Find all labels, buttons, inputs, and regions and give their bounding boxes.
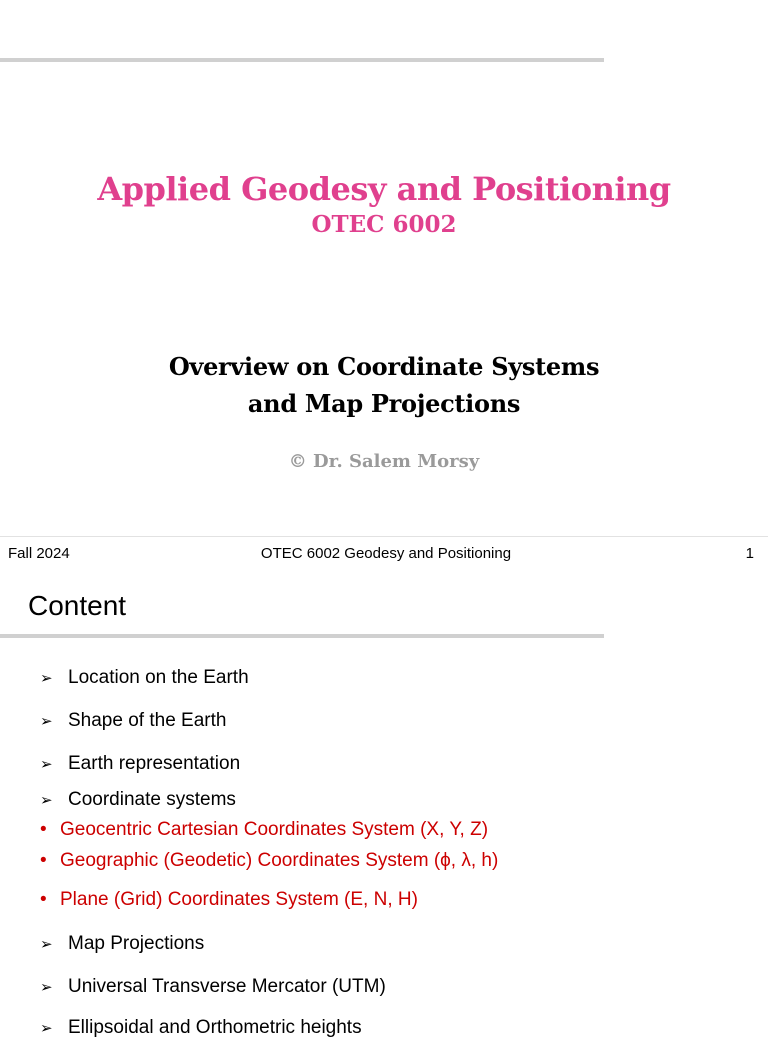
list-item xyxy=(40,666,249,691)
arrow-bullet-icon: ➢ xyxy=(40,1020,53,1037)
list-item-text: Map Projections xyxy=(68,933,205,954)
arrow-bullet-icon: ➢ xyxy=(40,756,53,773)
list-item xyxy=(40,788,236,813)
subtitle-line-2: and Map Projections xyxy=(247,389,521,418)
footer-course: OTEC 6002 Geodesy and Positioning xyxy=(260,545,512,562)
footer-page-number: 1 xyxy=(745,545,754,562)
arrow-bullet-icon: ➢ xyxy=(40,979,53,996)
slide-title: Applied Geodesy and Positioning xyxy=(97,170,671,208)
list-item-text: Shape of the Earth xyxy=(68,710,227,731)
list-sub-item xyxy=(40,818,488,842)
content-rule xyxy=(0,634,604,638)
top-rule xyxy=(0,58,604,62)
list-item xyxy=(40,752,240,777)
list-sub-item xyxy=(40,888,418,912)
list-item-text: Geographic (Geodetic) Coordinates System (ϕ, λ, h) xyxy=(60,850,499,871)
footer-term: Fall 2024 xyxy=(8,545,70,562)
bullet-dot-icon: • xyxy=(40,889,47,910)
subtitle-line-1: Overview on Coordinate Systems xyxy=(168,352,600,381)
content-heading: Content xyxy=(28,590,127,621)
arrow-bullet-icon: ➢ xyxy=(40,670,53,687)
author-credit: © Dr. Salem Morsy xyxy=(288,451,480,472)
list-item xyxy=(40,932,204,957)
list-item xyxy=(40,975,386,1000)
bullet-dot-icon: • xyxy=(40,850,47,871)
course-code: OTEC 6002 xyxy=(311,211,457,238)
bullet-dot-icon: • xyxy=(40,819,47,840)
list-item-text: Earth representation xyxy=(68,753,241,774)
list-item-text: Plane (Grid) Coordinates System (E, N, H) xyxy=(60,889,418,910)
list-item-text: Universal Transverse Mercator (UTM) xyxy=(68,976,386,997)
arrow-bullet-icon: ➢ xyxy=(40,713,53,730)
arrow-bullet-icon: ➢ xyxy=(40,936,53,953)
list-item-text: Location on the Earth xyxy=(68,667,249,688)
list-item-text: Ellipsoidal and Orthometric heights xyxy=(68,1017,362,1038)
list-item xyxy=(40,709,226,734)
list-item-text: Geocentric Cartesian Coordinates System (X, Y, Z) xyxy=(60,819,489,840)
arrow-bullet-icon: ➢ xyxy=(40,792,53,809)
list-item-text: Coordinate systems xyxy=(68,789,236,810)
content-slide xyxy=(0,537,768,1038)
list-sub-item xyxy=(40,849,498,873)
list-item xyxy=(40,1016,362,1041)
